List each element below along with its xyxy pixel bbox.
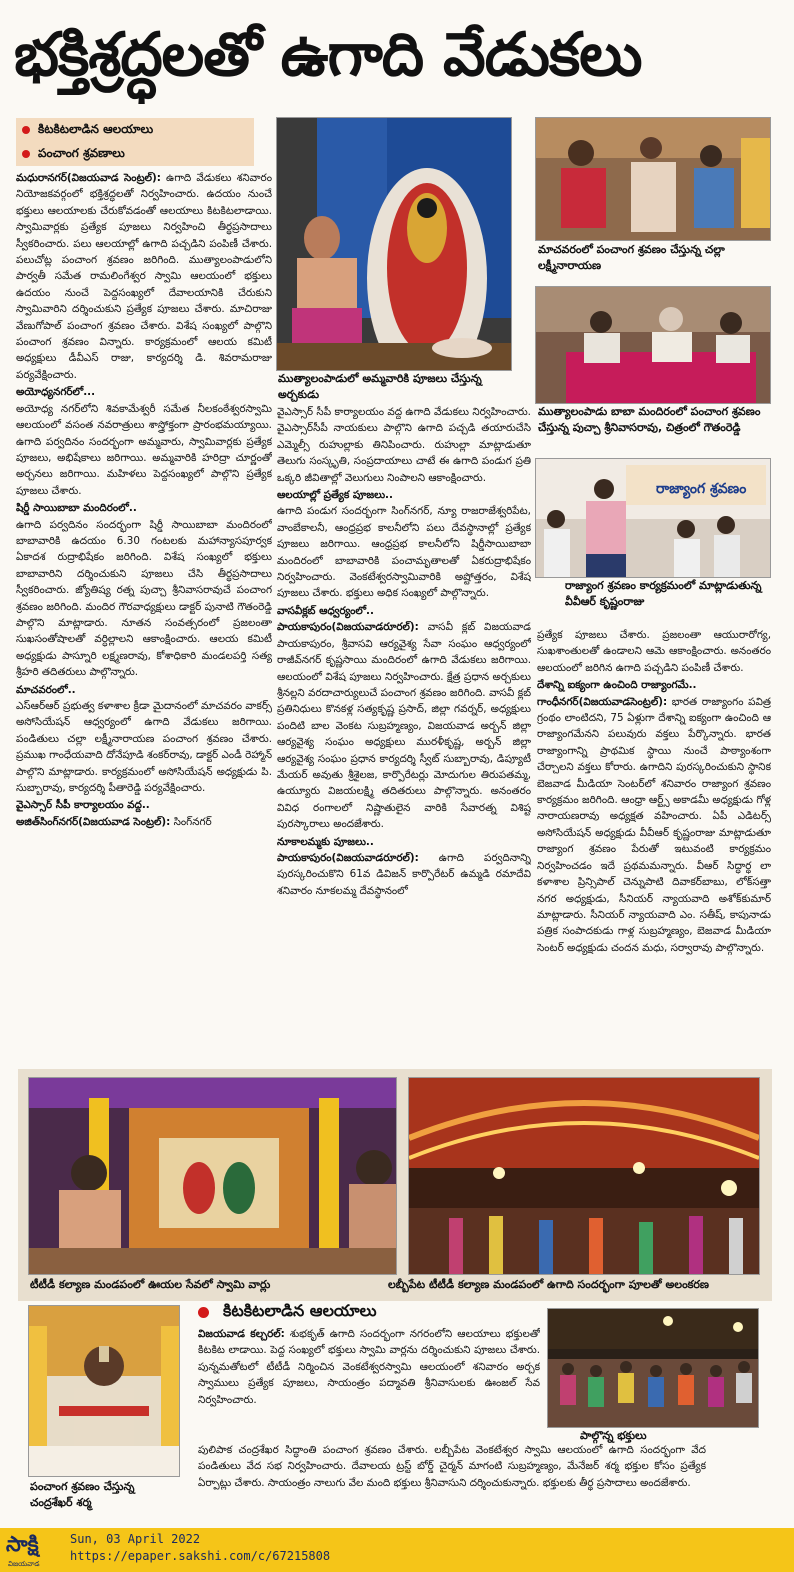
bullet-icon <box>22 126 30 134</box>
caption: పంచాంగ శ్రవణం చేస్తున్న చంద్రశేఖర్ శర్మ <box>30 1480 135 1509</box>
subheading: వాసవీక్లబ్ ఆధ్వర్యంలో.. <box>277 604 374 617</box>
bottom-article: విజయవాడ కల్చరల్: శుభకృత్ ఉగాది సందర్భంగా నగరంలోని ఆలయాలు భక్తులతో కిటకిట లాడాయి. పెద్ద సంఖ్యలో భక్తులు స్వామి వార్లను దర్శించుకుని పూజలు చేశారు. పున్నమతోటలో టీటీడీ నిర్మించిన వెంకటేశ్వరస్వామి ఆలయంలో శనివారం అర్చక స్వాములు ప్రత్యేక పూజలు, సాయంత్రం పద్మావతి శ్రీనివాసులకు ఊంజల్ సేవ నిర్వహించారు. <box>198 1328 540 1406</box>
subheading: వైఎస్సార్ సీపీ కార్యాలయం వద్ద.. <box>16 799 150 812</box>
caption: లబ్బీపేట టీటీడీ కల్యాణ మండపంలో ఉగాది సందర్భంగా పూలతో అలంకరణ <box>388 1278 709 1291</box>
caption: ముత్యాలంపాడు బాబా మందిరంలో పంచాంగ శ్రవణం చేస్తున్న పుచ్చా శ్రీనివాసరావు, చిత్రంలో గౌతంరెడ్డి <box>538 405 761 434</box>
bottom-article-body-cont: పులిపాక చంద్రశేఖర సిద్ధాంతి పంచాంగ శ్రవణం చేశారు. లబ్బీపేట వెంకటేశ్వర స్వామి ఆలయంలో ఉగాది సందర్భంగా వేద పండితులు వేద సభ నిర్వహించారు. దేవాలయ ట్రస్ట్ బోర్డ్ చైర్మన్ మాగంటి సుబ్రహ్మణ్యం, మేనేజర్ శర్మ భక్తుల కోసం ప్రత్యేక ఏర్పాట్లు చేశారు. సాయంత్రం నాలుగు వేల మంది భక్తులు శ్రీనివాసుని దర్శించుకున్నారు. భక్తులకు తీర్థ ప్రసాదాలు అందజేశారు. <box>198 1444 706 1489</box>
highlights-box <box>16 118 254 166</box>
epaper-link[interactable]: https://epaper.sakshi.com/c/67215808 <box>70 1549 331 1563</box>
caption: టీటీడీ కల్యాణ మండపంలో ఊయల సేవలో స్వామి వార్లు <box>30 1278 271 1291</box>
banner-text: రాజ్యాంగ శ్రవణం <box>656 481 747 497</box>
caption: మాచవరంలో పంచాంగ శ్రవణం చేస్తున్న చల్లా లక్ష్మీనారాయణ <box>538 243 725 272</box>
article-column-2: వైఎస్సార్ సీపీ కార్యాలయం వద్ద ఉగాది వేడుకలు నిర్వహించారు. వైఎస్సార్‌సీపీ నాయకులు పాల్గొని ఉగాది పచ్చడి తయారుచేసి ఎమ్మెల్సీ రుహుల్లాకు తినిపించారు. రుహుల్లా మాట్లాడుతూ తెలుగు సంస్కృతి, సంప్రదాయాలు చాటే ఈ ఉగాది పండుగ ప్రతి ఒక్కరి జీవితాల్లో వెలుగులు నింపాలని ఆకాంక్షించారు. ఆలయాల్లో ప్రత్యేక పూజలు.. ఉగాది పండుగ సందర్భంగా సింగ్‌నగర్, న్యూ రాజరాజేశ్వరిపేట, వాంబేకాలనీ, ఆంధ్రప్రభ కాలనీలోని పలు దేవస్థానాల్లో ప్రత్యేక పూజలు జరిగాయి. ఆంధ్రప్రభ కాలనీలోని షిర్డీసాయిబాబా మందిరంలో బాబావారికి పంచామృతాలతో ఏకరుద్రాభిషేకం నిర్వహించారు. వెంకటేశ్వరస్వామివారికి అష్టోత్తరం, విశేష పూజలు చేశారు. భక్తులు అధిక సంఖ్యలో పాల్గొన్నారు. వాసవీక్లబ్ ఆధ్వర్యంలో.. పాయకాపురం(విజయవాడరూరల్): వాసవీ క్లబ్ విజయవాడ పాయకాపురం, శ్రీవాసవి ఆర్యవైశ్య సేవా సంఘం ఆధ్వర్యంలో రాజీవ్‌నగర్ కృష్ణసాయి మందిరంలో ఉగాది వేడుకలు జరిగాయి. ఆలయంలో విశేష పూజలు నిర్వహించారు. క్షేత్ర ప్రధాన అర్చకులు శ్రీనల్లని వరదాచార్యులుచే పంచాంగ శ్రవణం జరిగింది. వాసవీ క్లబ్ ప్రతినిధులు కొనకళ్ల సత్యకృష్ణ ప్రసాద్, జిల్లా గవర్నర్, అధ్యక్షులు పందిటి బాల వెంకట సుబ్రహ్మణ్యం, విజయవాడ అర్బన్ జిల్లా ఆర్యవైశ్య సంఘం అధ్యక్షులు మురళీకృష్ణ, అర్బన్ జిల్లా ఆర్యవైశ్య సంఘం ప్రధాన కార్యదర్శి స్వీట్ సుబ్బారావు, డిప్యూటీ మేయర్ అవుతు శ్రీశైలజ, కార్పొరేటర్లు మోదుగుల తిరుపతమ్మ, ఉయ్యూరు విజయలక్ష్మి తదితరులు పాల్గొన్నారు. అనంతరం వివిధ రంగాలలో నిష్ణాతులైన వారికి సేవారత్న విశిష్ట పురస్కారాలు అందజేశారు. నూకాలమ్మకు పూజలు.. పాయకాపురం(విజయవాడరూరల్): ఉగాది పర్వదినాన్ని పురస్కరించుకొని 61వ డివిజన్ కార్పొరేటర్ ఉమ్మడి రమాదేవి శనివారం నూకలమ్మ దేవస్థానంలో <box>277 406 531 897</box>
bottom-article-body: శుభకృత్ ఉగాది సందర్భంగా నగరంలోని ఆలయాలు భక్తులతో కిటకిట లాడాయి. పెద్ద సంఖ్యలో భక్తులు స్వామి వార్లను దర్శించుకుని పూజలు చేశారు. పున్నమతోటలో టీటీడీ నిర్మించిన వెంకటేశ్వరస్వామి ఆలయంలో శనివారం అర్చక స్వాములు ప్రత్యేక పూజలు, సాయంత్రం పద్మావతి శ్రీనివాసులకు ఊంజల్ సేవ నిర్వహించారు. <box>198 1328 540 1406</box>
photo-flower-decoration <box>408 1077 760 1275</box>
subheading: నూకాలమ్మకు పూజలు.. <box>277 835 374 848</box>
subheading: ఆలయాల్లో ప్రత్యేక పూజలు.. <box>277 489 393 502</box>
photo-priest-shrine <box>276 117 512 371</box>
photo-baba-mandir-panchangam <box>535 286 771 404</box>
photo-constitution-event <box>535 458 771 578</box>
caption: పాల్గొన్న భక్తులు <box>580 1429 647 1442</box>
bullet-icon <box>22 150 30 158</box>
bottom-article-wide <box>198 1442 706 1524</box>
article-column-1: మధురానగర్(విజయవాడ సెంట్రల్): ఉగాది వేడుకలు శనివారం నియోజకవర్గంలో భక్తిశ్రద్ధలతో నిర్వహించారు. ఉదయం నుంచే భక్తులు ఆలయాలకు చేరుకోవడంతో ఆలయాలు కిటకిటలాడాయి. స్వామివార్లకు ప్రత్యేక పూజలు నిర్వహించి తీర్థప్రసాదాలు స్వీకరించారు. పలు ఆలయాల్లో ఉగాది పచ్చడిని పంపిణీ చేశారు. పలుచోట్ల పంచాంగ శ్రవణం జరిగింది. ముత్యాలంపాడులోని పార్వతీ సమేత రామలింగేశ్వర స్వామి ఆలయంలో భక్తులు ఉదయం నుంచే పెద్దసంఖ్యలో దేవాలయానికి చేరుకుని స్వామివారిని దర్శించుకుని ప్రత్యేక పూజలు చేశారు. మాచిరాజు వేణుగోపాల్ పంచాంగ శ్రవణం చేశారు. విశేష సంఖ్యలో పాల్గొని పంచాంగ శ్రవణం విన్నారు. కార్యక్రమంలో ఆలయ కమిటీ అధ్యక్షులు డీవీఎస్ రాజు, కార్యదర్శి డి. శివరామరాజు పర్యవేక్షించారు. అయోధ్యనగర్‌లో... అయోధ్య నగర్‌లోని శివకామేశ్వరీ సమేత నీలకంఠేశ్వరస్వామి ఆలయంలో వసంత నవరాత్రులు శాస్త్రోక్తంగా ప్రారంభమయ్యాయి. ఉగాది పర్వదినం సందర్భంగా అమ్మవారు, స్వామివార్లకు ప్రత్యేక పూజలు, అభిషేకాలు జరిగాయి. అమ్మవారికి హరిద్రా చూర్ణంతో అర్చనలు జరిగాయి. మహిళలు పెద్దసంఖ్యలో పాల్గొని ప్రత్యేక పూజలు చేశారు. షిర్డీ సాయిబాబా మందిరంలో.. ఉగాది పర్వదినం సందర్భంగా షిర్డీ సాయిబాబా మందిరంలో బాబావారికి ఉదయం 6.30 గంటలకు మహాన్యాసపూర్వక ఏకాదశ రుద్రాభిషేకం జరిగింది. విశేష సంఖ్యలో భక్తులు బాబావారిని దర్శించుకుని పూజలు చేసి తీర్థప్రసాదాలు స్వీకరించారు. జ్యోతిష్య రత్న పుచ్చా శ్రీనివాసరావుచే పంచాంగ శ్రవణం జరిగింది. మందిర గౌరవాధ్యక్షులు డాక్టర్ పునాటి గౌతంరెడ్డి పాల్గొని మాట్లాడారు. నూతన సంవత్సరంలో ప్రజలంతా సుఖసంతోషాలతో వర్ధిల్లాలని ఆకాంక్షించారు. ఆలయ కమిటీ అధ్యక్షుడు పాస్నూరి లక్ష్మణరావు, కోశాధికారి మండలపర్తి సత్య శ్రీహరి తదితరులు పాల్గొన్నారు. మాచవరంలో.. ఎస్ఆర్ఆర్ ప్రభుత్వ కళాశాల క్రీడా మైదానంలో మాచవరం వాకర్స్ అసోసియేషన్ ఆధ్వర్యంలో ఉగాది వేడుకలు జరిగాయి. పండితులు చల్లా లక్ష్మీనారాయణ పంచాంగ శ్రవణం చేశారు. ప్రముఖ గాంధేయవాది దోనేపూడి శంకర్‌రావు, డాక్టర్ ఎండీ రెహ్మాన్ పాల్గొని మాట్లాడారు. కార్యక్రమంలో అసోసియేషన్ అధ్యక్షుడు పి. సుబ్బారావు, కార్యదర్శి పీతారెడ్డి పర్యవేక్షించారు. వైఎస్సార్ సీపీ కార్యాలయం వద్ద.. అజిత్‌సింగ్‌నగర్(విజయవాడ సెంట్రల్): సింగ్‌నగర్ <box>16 172 272 828</box>
issue-date: Sun, 03 April 2022 <box>70 1532 201 1546</box>
article-column-3: ప్రత్యేక పూజలు చేశారు. ప్రజలంతా ఆయురారోగ్య, సుఖశాంతులతో ఉండాలని ఆమె ఆకాంక్షించారు. అనంతరం ఆలయంలో జరిగిన ఉగాది పచ్చడిని పంపిణీ చేశారు. దేశాన్ని ఐక్యంగా ఉంచింది రాజ్యాంగమే.. గాంధీనగర్(విజయవాడసెంట్రల్): భారత రాజ్యాంగం పవిత్ర గ్రంథం లాంటిదని, 75 ఏళ్లుగా దేశాన్ని ఐక్యంగా ఉంచింది ఆ రాజ్యాంగమేనని పలువురు వక్తలు పేర్కొన్నారు. భారత రాజ్యాంగాన్ని ప్రాథమిక స్థాయి నుంచే పాఠ్యాంశంగా చేర్చాలని వక్తలు కోరారు. ఉగాదిని పురస్కరించుకుని స్థానిక బెజవాడ మీడియా సెంటర్‌లో శనివారం రాజ్యాంగ శ్రవణం కార్యక్రమం జరిగింది. ఆంధ్రా ఆర్ట్స్ అకాడమీ అధ్యక్షుడు గోళ్ల నారాయణరావు అధ్యక్షత వహించారు. ఏపీ ఎడిటర్స్ అసోసియేషన్ అధ్యక్షుడు వీవీఆర్ కృష్ణంరాజు మాట్లాడుతూ రాజ్యాంగ శ్రవణం పేరుతో ఇటువంటి కార్యక్రమం నిర్వహించడం ఇదే ప్రథమమన్నారు. వీఆర్ సిద్ధార్థ లా కళాశాల ప్రిన్సిపాల్ చెన్నుపాటి దివాకర్‌బాబు, లోక్‌సత్తా నగర అధ్యక్షుడు, సీనియర్ న్యాయవాది అశోక్‌కుమార్ మాట్లాడారు. సీనియర్ న్యాయవాది ఎం. సతీష్, కాపునాడు పత్రిక సంపాదకుడు గాళ్ల సుబ్రహ్మణ్యం, బెజవాడ మీడియా సెంటర్ అధ్యక్షుడు చందన మధు, సర్వారావు పాల్గొన్నారు. <box>537 629 771 954</box>
edition-label: విజయవాడ <box>8 1560 40 1568</box>
photo-devotees <box>547 1308 759 1428</box>
photo-uyala-seva <box>28 1077 397 1275</box>
caption: రాజ్యాంగ శ్రవణం కార్యక్రమంలో మాట్లాడుతున్న వీవీఆర్ కృష్ణంరాజు <box>565 579 762 608</box>
headline: భక్తిశ్రద్ధలతో ఉగాది వేడుకలు <box>14 20 642 90</box>
subheading: అయోధ్యనగర్‌లో... <box>16 386 96 399</box>
caption: ముత్యాలంపాడులో అమ్మవారికి పూజలు చేస్తున్న అర్చకుడు <box>278 372 482 401</box>
sakshi-logo: సాక్షి <box>6 1532 39 1556</box>
photo-chandrasekhar-sharma <box>28 1305 180 1477</box>
highlight-item: కిటకిటలాడిన ఆలయాలు <box>16 118 254 142</box>
subheading: షిర్డీ సాయిబాబా మందిరంలో.. <box>16 502 137 515</box>
photo-machavaram-panchangam <box>535 117 771 241</box>
section-heading: కిటకిటలాడిన ఆలయాలు <box>198 1300 538 1324</box>
highlight-item: పంచాంగ శ్రవణాలు <box>16 142 254 166</box>
bullet-icon <box>198 1307 209 1318</box>
subheading: దేశాన్ని ఐక్యంగా ఉంచింది రాజ్యాంగమే.. <box>537 679 697 692</box>
subheading: మాచవరంలో.. <box>16 683 76 696</box>
